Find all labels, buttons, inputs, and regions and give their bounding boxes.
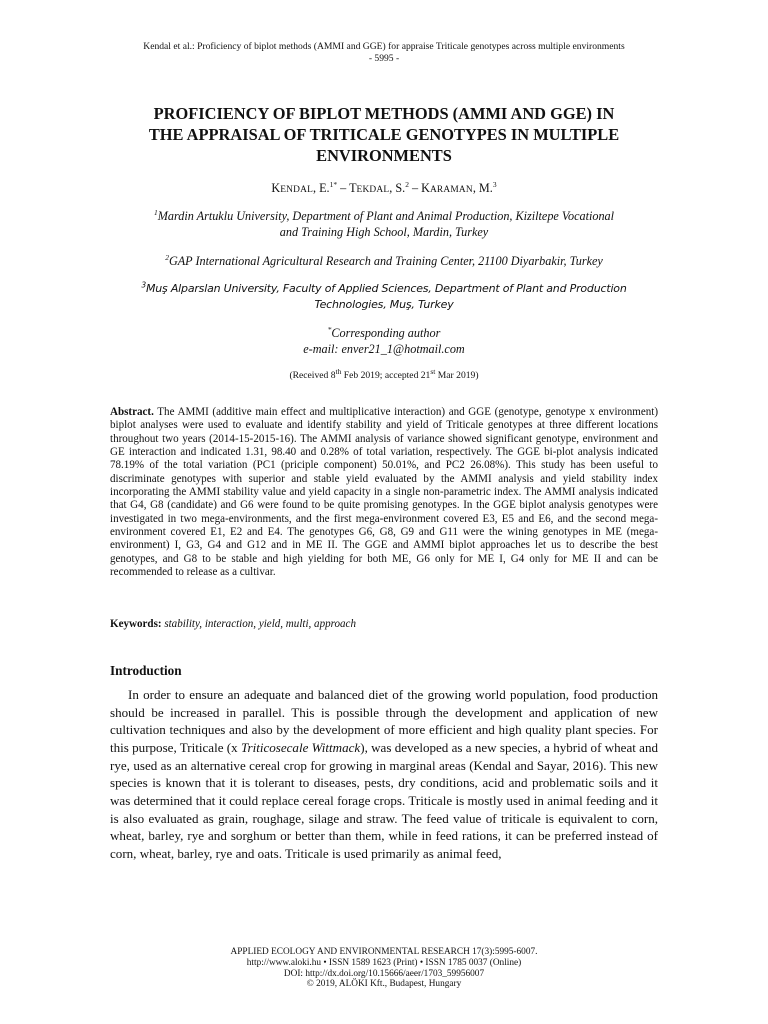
paper-page	[110, 0, 658, 1024]
paper-title	[110, 103, 658, 166]
affiliation-1: $^1$Mardin Artuklu University, Department of Plant and Animal Production, Kiziltepe Vocational and Training High School, Mardin, Turkey	[153, 207, 615, 239]
running-head-title: Kendal et al.: Proficiency of biplot methods (AMMI and GGE) for appraise Triticale genotypes across multiple environments	[143, 41, 625, 52]
running-head	[110, 41, 658, 65]
keywords	[110, 618, 658, 631]
affiliation-3: $^3$Muş Alparslan University, Faculty of Applied Sciences, Department of Plant and Production Technologies, Muş, Turkey	[141, 280, 627, 311]
affiliation-2: $^2$GAP International Agricultural Research and Training Center, 21100 Diyarbakir, Turkey	[165, 252, 603, 268]
author-kendal: KENDAL, E.$^{1*}$	[271, 179, 338, 195]
journal-footer	[110, 947, 658, 990]
abstract-label: Abstract.	[110, 406, 154, 418]
page-number: - 5995 -	[368, 53, 400, 64]
corresponding-email[interactable]: e-mail: enver21_1@hotmail.com	[303, 342, 465, 356]
title-line-3: ENVIRONMENTS	[316, 146, 452, 165]
introduction-paragraph: In order to ensure an adequate and balanced diet of the growing world population, food production should be increased in parallel. This is possible through the development and application of new cultivation techniques and also by the development of more efficient and high quality plant species. For this purpose, Triticale (x Triticosecale Wittmack), was developed as a new species, a hybrid of wheat and rye, used as an alternative cereal crop for growing in marginal areas (Kendal and Sayar, 2016). This new species is known that it is tolerant to diseases, pests, dry conditions, acid and problematic soils and it was determined that it could replace cereal forage crops. Triticale is mostly used in animal feeding and it is also evaluated as grain, roughage, silage and straw. The feed value of triticale is equivalent to corn, wheat, barley, rye and sorghum or better than them, while in feed rations, it can be preferred instead of corn, wheat, barley, rye and oats. Triticale is used primarily as animal feed,	[110, 687, 659, 861]
abstract	[110, 406, 658, 579]
corresponding-author: *Corresponding author e-mail: enver21_1@hotmail.com	[303, 324, 465, 356]
author-separator: –	[408, 181, 422, 195]
section-heading-introduction: Introduction	[110, 663, 182, 678]
footer-doi[interactable]: DOI: http://dx.doi.org/10.15666/aeer/1703_59956007	[283, 968, 485, 979]
footer-copyright: © 2019, ALÖKI Kft., Budapest, Hungary	[306, 979, 462, 990]
author-tekdal: TEKDAL, S.$^2$	[349, 179, 409, 195]
author-separator: –	[337, 181, 350, 195]
footer-journal: APPLIED ECOLOGY AND ENVIRONMENTAL RESEARCH 17(3):5995-6007.	[230, 947, 538, 957]
abstract-text: The AMMI (additive main effect and multiplicative interaction) and GGE (genotype, genotype x environment) biplot analyses were used to evaluate and identify stability and yield of Triticale genotypes at three different locations throughout two years (2014-15-2015-16). The AMMI analysis of variance showed significant genotype, environment and GE interaction and indicated 1.31, 98.40 and 0.28% of total variation, respectively. The GGE bi-plot analysis indicated 78.19% of the total variation (PC1 (priciple component) 50.01%, and PC2 26.08%). This study has been useful to discriminate genotypes with superior and stable yield evaluated by the AMMI analysis and yield stability index incorporating the AMMI stability value and yield capacity in a single non-parametric index. The AMMI analysis indicated that G4, G8 (candidate) and G6 were found to be quite promising genotypes. In the GGE biplot analysis genotypes were investigated in two mega-environments, and the first mega-environment covered E3, E5 and E6, and the second mega-environment covered E1, E2 and E4. The genotypes G6, G8, G9 and G11 were the wining genotypes in ME (mega-environment) I, G3, G4 and G12 and in ME II. The GGE and AMMI biplot approaches let us to describe the best genotypes, and G8 to be stable and high yielding for both ME, G6 only for ME I, G4 only for ME II and can be recommended to release as a cultivar.	[110, 406, 658, 579]
title-line-2: THE APPRAISAL OF TRITICALE GENOTYPES IN MULTIPLE	[148, 125, 620, 144]
author-karaman: KARAMAN, M.$^3$	[421, 179, 497, 195]
footer-issn[interactable]: http://www.aloki.hu • ISSN 1589 1623 (Print) • ISSN 1785 0037 (Online)	[246, 957, 522, 968]
keywords-text: stability, interaction, yield, multi, approach	[164, 618, 356, 630]
title-line-1: PROFICIENCY OF BIPLOT METHODS (AMMI AND GGE) IN	[153, 104, 615, 123]
received-dates: (Received 8th Feb 2019; accepted 21st Mar 2019)	[289, 366, 479, 381]
keywords-label: Keywords:	[110, 618, 162, 630]
author-list	[110, 180, 658, 198]
species-name: Triticosecale Wittmack	[240, 739, 361, 755]
